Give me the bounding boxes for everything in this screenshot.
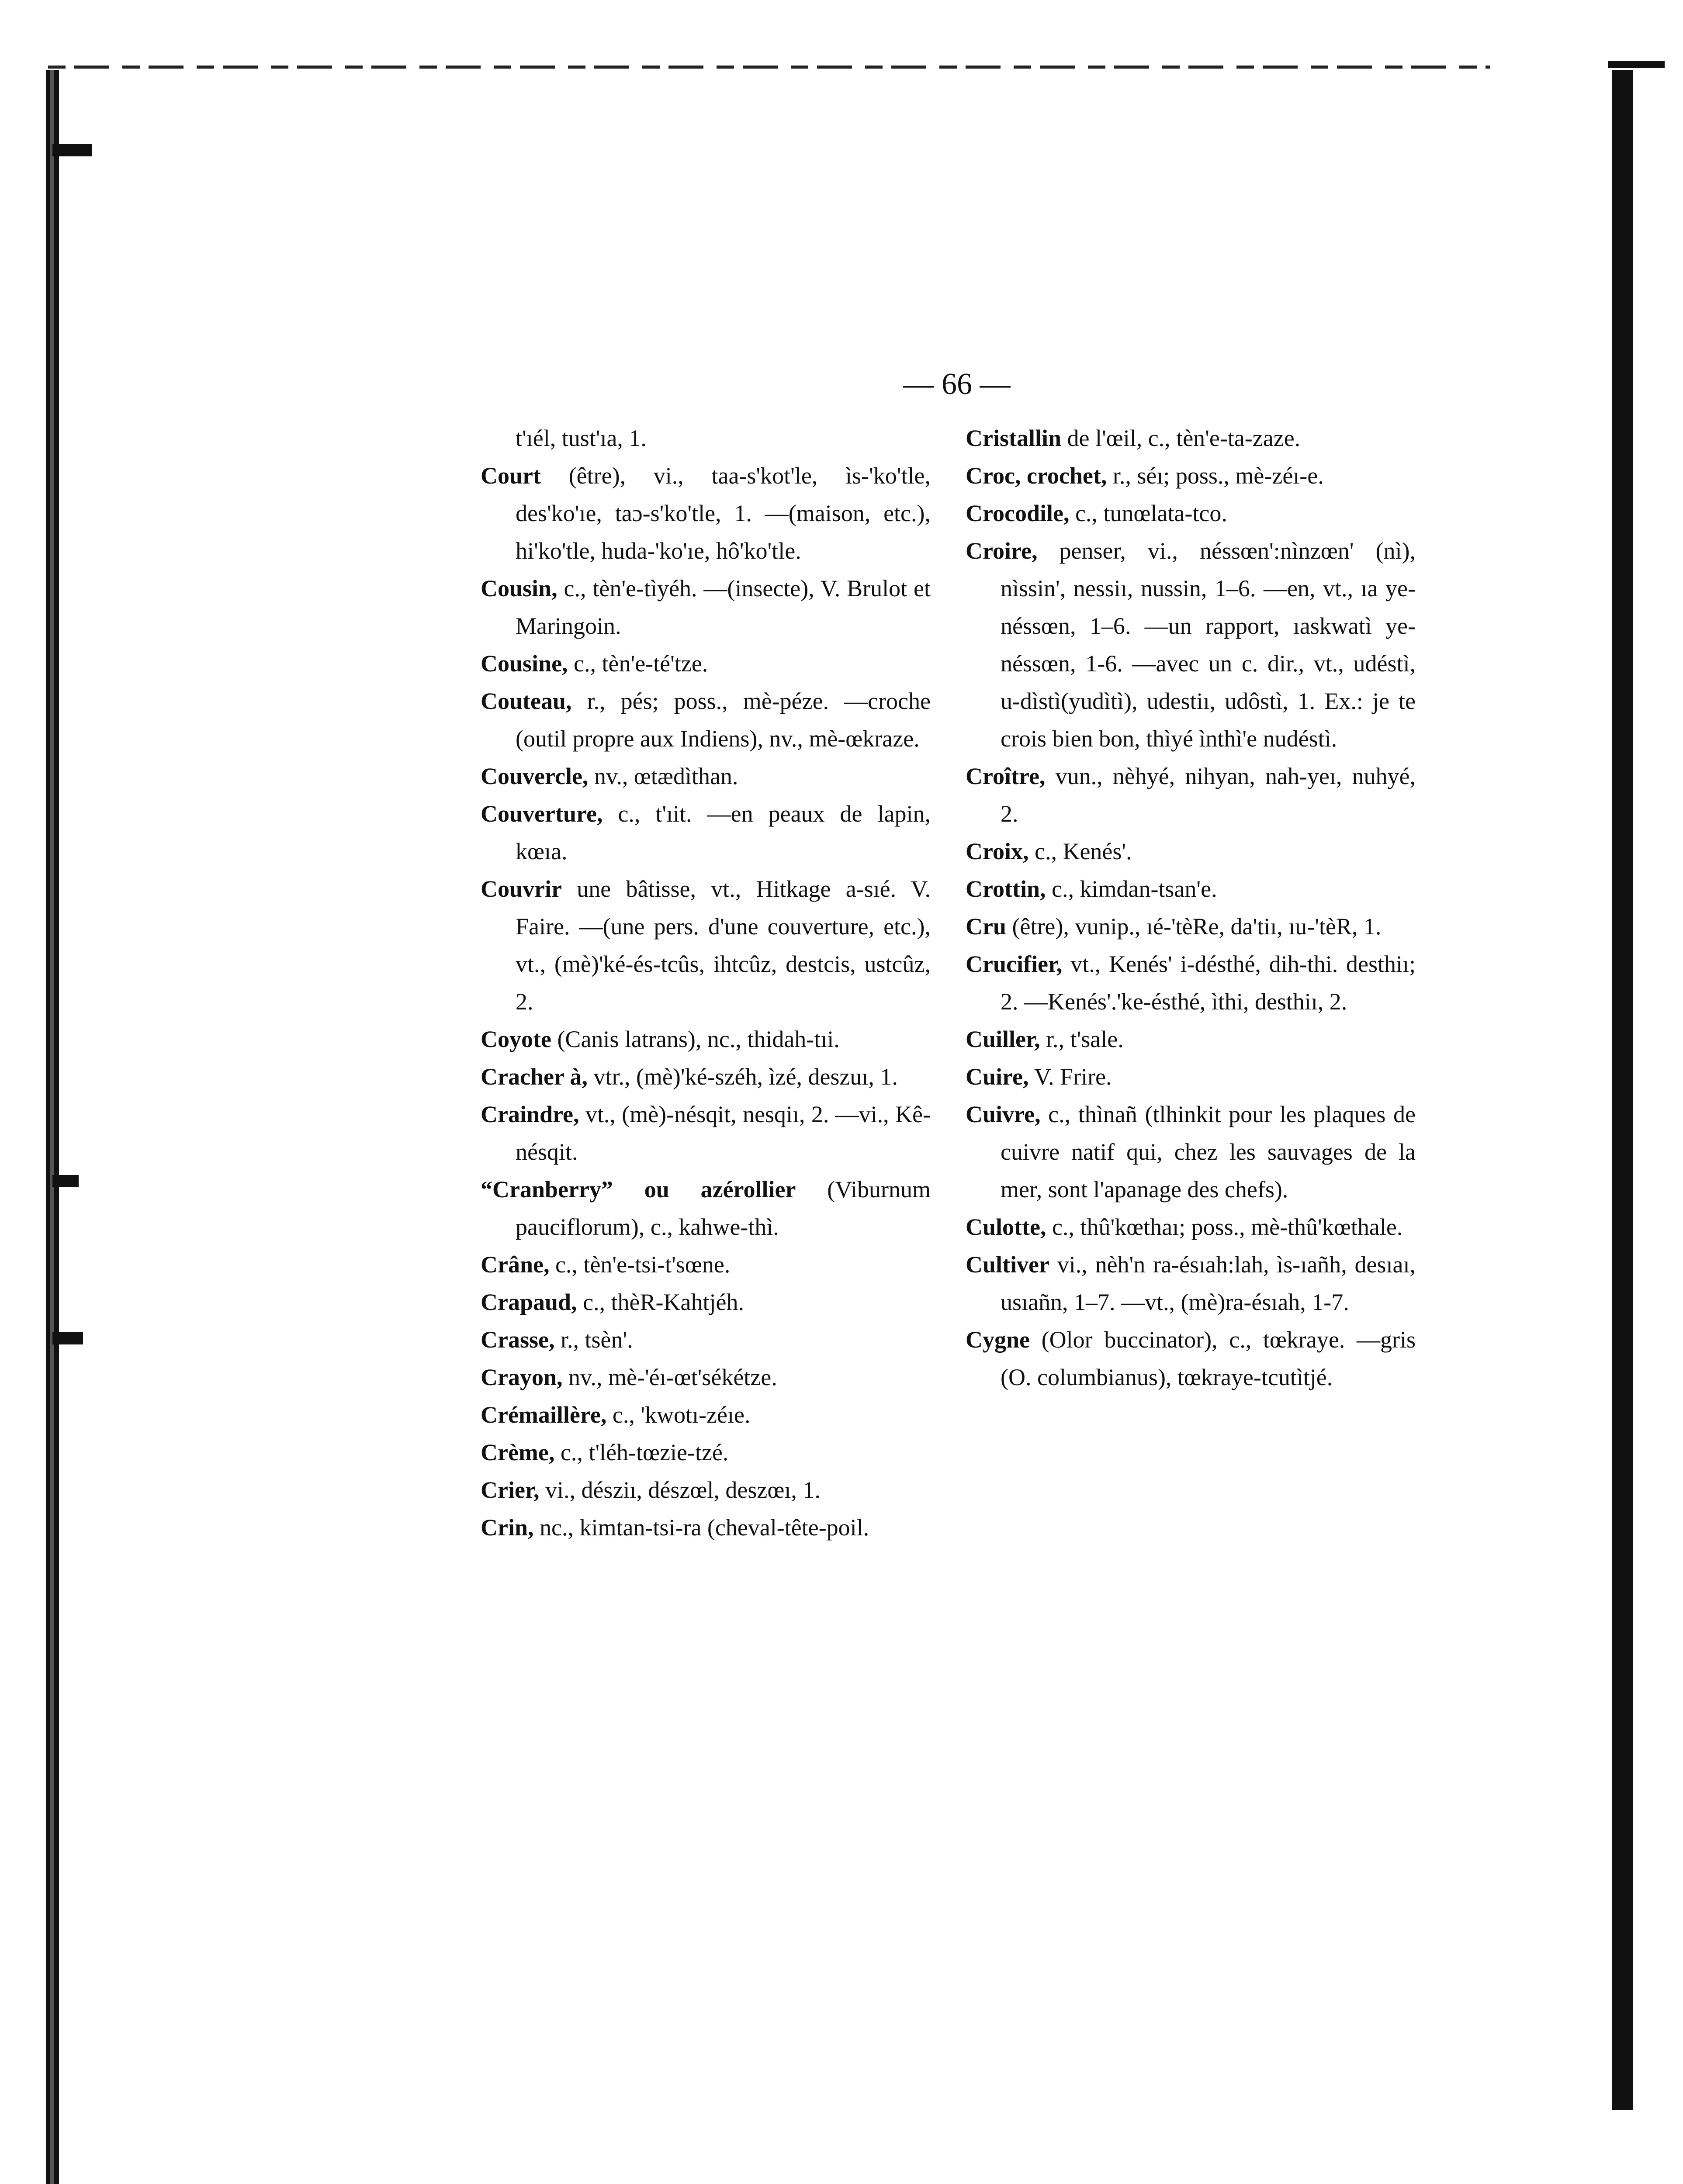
- dictionary-entry: [966, 457, 1416, 494]
- headword: Crottin,: [966, 876, 1046, 902]
- left-column: [481, 419, 931, 1546]
- page-number: — 66 —: [903, 367, 1011, 401]
- definition: r., séı; poss., mè-zéı-e.: [1107, 463, 1324, 489]
- headword: Cristallin: [966, 425, 1062, 451]
- headword: Crayon,: [481, 1364, 563, 1390]
- dictionary-entry: [481, 1283, 931, 1321]
- definition: vt., (mè)-nésqit, nesqiı, 2. —vi., Kê-nésqit.: [516, 1101, 931, 1165]
- dictionary-entry: [481, 1321, 931, 1358]
- definition: c., tèn'e-té'tze.: [568, 650, 708, 677]
- headword: Croître,: [966, 763, 1046, 789]
- definition: nv., mè-'éı-œt'sékétze.: [562, 1364, 777, 1390]
- scan-border-right: [1612, 70, 1633, 2110]
- headword: Crasse,: [481, 1327, 555, 1353]
- definition: vi., désziı, dészœl, deszœı, 1.: [539, 1477, 821, 1503]
- headword: Cygne: [966, 1327, 1030, 1353]
- definition: c., thèR-Kahtjéh.: [577, 1289, 744, 1315]
- definition: c., tèn'e-tsi-t'sœne.: [549, 1251, 731, 1278]
- dictionary-entry: [481, 1396, 931, 1434]
- headword: Court: [481, 463, 541, 489]
- dictionary-entry: [481, 570, 931, 645]
- definition: c., thìnañ (tlhinkit pour les plaques de cuivre natif qui, chez les sauvages de la mer, sont l'apanage des chefs).: [1001, 1101, 1416, 1203]
- headword: Crier,: [481, 1477, 540, 1503]
- headword: Cousine,: [481, 650, 568, 677]
- definition: vun., nèhyé, nihyan, nah-yeı, nuhyé, 2.: [1001, 763, 1416, 827]
- headword: Couteau,: [481, 688, 572, 714]
- headword: Croix,: [966, 838, 1029, 864]
- dictionary-entry: [481, 757, 931, 795]
- definition: c., t'ıit. —en peaux de lapin, kœıa.: [516, 801, 931, 864]
- scan-border-top: [48, 66, 1490, 69]
- headword: Cuivre,: [966, 1101, 1041, 1127]
- definition: (Canis latrans), nc., thidah-tıi.: [551, 1026, 840, 1052]
- dictionary-entry: [966, 1058, 1416, 1095]
- dictionary-entry: [481, 1509, 931, 1546]
- right-column: [966, 419, 1416, 1396]
- headword: Couverture,: [481, 801, 603, 827]
- dictionary-entry: t'ıél, tust'ıa, 1.: [516, 425, 647, 451]
- definition: c., t'léh-tœzie-tzé.: [554, 1439, 729, 1465]
- headword: Crocodile,: [966, 500, 1070, 526]
- dictionary-entry: [481, 1095, 931, 1171]
- dictionary-entry: [966, 833, 1416, 870]
- definition: de l'œil, c., tèn'e-ta-zaze.: [1061, 425, 1301, 451]
- scan-border-left: [46, 70, 64, 2184]
- dictionary-entry: [966, 757, 1416, 833]
- dictionary-entry: [966, 870, 1416, 908]
- definition: une bâtisse, vt., Hitkage a-sıé. V. Faire. —(une pers. d'une couverture, etc.), vt., (mè)'ké-és-tcûs, ihtcûz, destcis, ustcûz, 2.: [516, 876, 931, 1015]
- headword: “Cranberry” ou azérollier: [481, 1176, 796, 1203]
- dictionary-entry: [966, 1020, 1416, 1058]
- headword: Culotte,: [966, 1214, 1046, 1240]
- dictionary-entry: [966, 532, 1416, 757]
- dictionary-entry: [481, 1358, 931, 1396]
- dictionary-entry: [966, 494, 1416, 532]
- definition: c., tèn'e-tìyéh. —(insecte), V. Brulot et Maringoin.: [516, 575, 931, 639]
- dictionary-entry: [481, 1171, 931, 1246]
- scan-mark: [52, 1332, 83, 1344]
- definition: c., thû'kœthaı; poss., mè-thû'kœthale.: [1046, 1214, 1403, 1240]
- headword: Couvrir: [481, 876, 562, 902]
- headword: Crucifier,: [966, 951, 1063, 977]
- headword: Coyote: [481, 1026, 551, 1052]
- dictionary-entry: [966, 1095, 1416, 1208]
- definition: (être), vi., taa-s'kot'le, ìs-'ko'tle, des'ko'ıe, taɔ-s'ko'tle, 1. —(maison, etc.), hi'ko'tle, huda-'ko'ıe, hô'ko'tle.: [516, 463, 931, 564]
- dictionary-entry: [966, 908, 1416, 945]
- definition: r., tsèn'.: [554, 1327, 633, 1353]
- dictionary-entry: [481, 870, 931, 1020]
- dictionary-entry: [481, 457, 931, 570]
- dictionary-entry: [481, 1471, 931, 1509]
- definition: r., pés; poss., mè-péze. —croche (outil propre aux Indiens), nv., mè-œkraze.: [516, 688, 931, 752]
- dictionary-entry: [481, 1246, 931, 1283]
- dictionary-entry: [481, 1058, 931, 1095]
- headword: Crémaillère,: [481, 1402, 607, 1428]
- definition: nc., kimtan-tsi-ra (cheval-tête-poil.: [533, 1514, 869, 1541]
- headword: Cru: [966, 913, 1006, 940]
- definition: penser, vi., néssœn':nìnzœn' (nì), nìssin', nessiı, nussin, 1–6. —en, vt., ıa ye-néssœn, 1–6. —un rapport, ıaskwatì ye-néssœn, 1-6. —avec un c. dir., vt., udéstì, u-dìstì(yudìtì), udestiı, udôstì, 1. Ex.: je te crois bien bon, thìyé ìnthì'e nudéstì.: [1001, 538, 1416, 752]
- definition: c., Kenés'.: [1028, 838, 1132, 864]
- definition: c., 'kwotı-zéıe.: [606, 1402, 751, 1428]
- definition: vi., nèh'n ra-ésıah:lah, ìs-ıañh, desıaı, usıañn, 1–7. —vt., (mè)ra-ésıah, 1-7.: [1001, 1251, 1416, 1315]
- headword: Couvercle,: [481, 763, 589, 789]
- headword: Crème,: [481, 1439, 555, 1465]
- dictionary-entry: [966, 1208, 1416, 1246]
- scan-mark: [52, 144, 92, 156]
- definition: vtr., (mè)'ké-széh, ìzé, deszuı, 1.: [587, 1064, 898, 1090]
- definition: c., tunœlata-tco.: [1069, 500, 1227, 526]
- definition: c., kimdan-tsan'e.: [1046, 876, 1217, 902]
- definition: (Viburnum pauciflorum), c., kahwe-thì.: [516, 1176, 931, 1240]
- dictionary-entry: [966, 1321, 1416, 1396]
- headword: Cousin,: [481, 575, 558, 601]
- headword: Croire,: [966, 538, 1038, 564]
- headword: Craindre,: [481, 1101, 579, 1127]
- scan-border-right-top: [1608, 61, 1665, 68]
- definition: vt., Kenés' i-désthé, dih-thi. desthiı; 2. —Kenés'.'ke-ésthé, ìthi, desthiı, 2.: [1001, 951, 1416, 1015]
- definition: V. Frire.: [1028, 1064, 1112, 1090]
- definition: nv., œtædìthan.: [588, 763, 738, 789]
- dictionary-entry: [481, 645, 931, 682]
- dictionary-entry: [966, 1246, 1416, 1321]
- headword: Crin,: [481, 1514, 534, 1541]
- headword: Crâne,: [481, 1251, 550, 1278]
- headword: Cultiver: [966, 1251, 1049, 1278]
- definition: (Olor buccinator), c., tœkraye. —gris (O. columbianus), tœkraye-tcutìtjé.: [1001, 1327, 1416, 1390]
- headword: Cuiller,: [966, 1026, 1040, 1052]
- definition: (être), vunip., ıé-'tèRe, da'tiı, ıu-'tèR, 1.: [1006, 913, 1382, 940]
- headword: Crapaud,: [481, 1289, 577, 1315]
- scan-mark: [52, 1175, 79, 1187]
- dictionary-entry: [966, 419, 1416, 457]
- headword: Cuire,: [966, 1064, 1029, 1090]
- headword: Cracher à,: [481, 1064, 588, 1090]
- definition: r., t'sale.: [1040, 1026, 1124, 1052]
- dictionary-entry: [481, 682, 931, 757]
- dictionary-entry: [481, 1434, 931, 1471]
- dictionary-entry: [481, 795, 931, 870]
- dictionary-entry: [481, 1020, 931, 1058]
- dictionary-entry: [966, 945, 1416, 1020]
- headword: Croc, crochet,: [966, 463, 1107, 489]
